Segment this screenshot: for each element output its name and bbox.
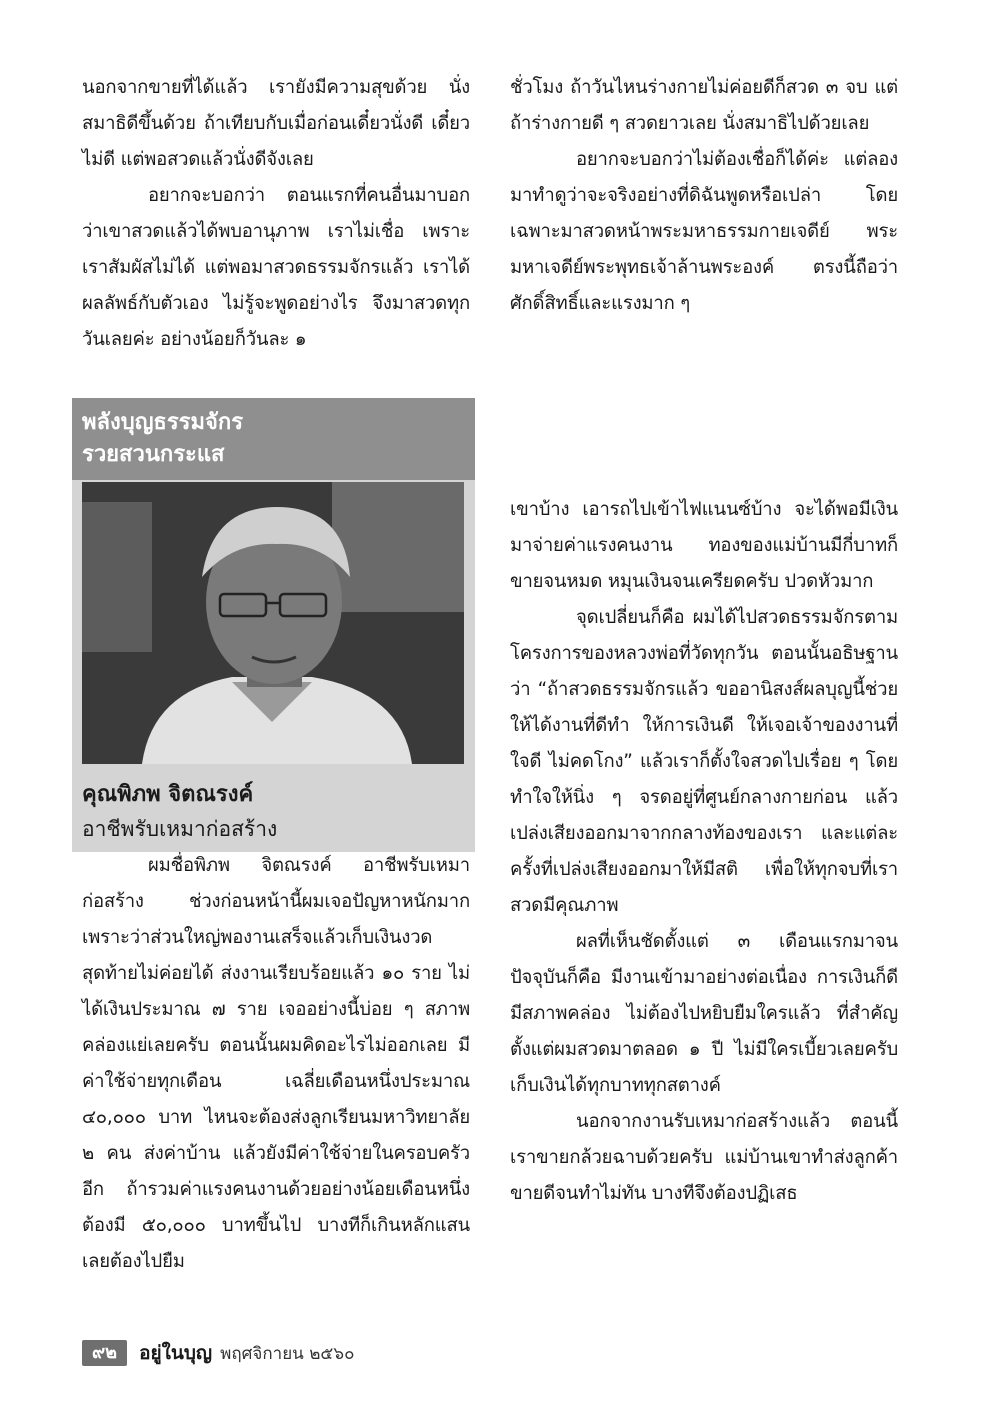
profile-box [72,398,475,852]
right-column-bottom [510,492,898,1212]
paragraph: ชั่วโมง ถ้าวันไหนร่างกายไม่ค่อยดีก็สวด ๓ จบ แต่ถ้าร่างกายดี ๆ สวดยาวเลย นั่งสมาธิไปด้วยเลย [510,77,898,134]
section-title-line-2: รวยสวนกระแส [82,442,225,467]
paragraph: อยากจะบอกว่า ตอนแรกที่คนอื่นมาบอกว่าเขาสวดแล้วได้พบอานุภาพ เราไม่เชื่อ เพราะเราสัมผัสไม่ได้ แต่พอมาสวดธรรมจักรแล้ว เราได้ผลลัพธ์กับตัวเอง ไม่รู้จะพูดอย่างไร จึงมาสวดทุกวันเลยค่ะ อย่างน้อยก็วันละ ๑ [82,185,470,350]
page-footer [82,1338,354,1368]
person-name: คุณพิภพ จิตณรงค์ [82,782,254,807]
left-column-top [82,70,470,358]
paragraph: จุดเปลี่ยนก็คือ ผมได้ไปสวดธรรมจักรตามโครงการของหลวงพ่อที่วัดทุกวัน ตอนนั้นอธิษฐานว่า “ถ้าสวดธรรมจักรแล้ว ขออานิสงส์ผลบุญนี้ช่วยให้ได้งานที่ดีทำ ให้การเงินดี ให้เจอเจ้าของงานที่ใจดี ไม่คดโกง” แล้วเราก็ตั้งใจสวดไปเรื่อย ๆ โดยทำใจให้นิ่ง ๆ จรดอยู่ที่ศูนย์กลางกายก่อน แล้วเปล่งเสียงออกมาจากกลางท้องของเรา และแต่ละครั้งที่เปล่งเสียงออกมาให้มีสติ เพื่อให้ทุกจบที่เราสวดมีคุณภาพ [510,607,898,916]
magazine-title: อยู่ในบุญ [139,1342,213,1364]
paragraph: เขาบ้าง เอารถไปเข้าไฟแนนซ์บ้าง จะได้พอมีเงินมาจ่ายค่าแรงคนงาน ทองของแม่บ้านมีกี่บาทก็ขายจนหมด หมุนเงินจนเครียดครับ ปวดหัวมาก [510,499,898,592]
paragraph: นอกจากขายที่ได้แล้ว เรายังมีความสุขด้วย นั่งสมาธิดีขึ้นด้วย ถ้าเทียบกับเมื่อก่อนเดี๋ยวนั่งดี เดี๋ยวไม่ดี แต่พอสวดแล้วนั่งดีจังเลย [82,77,470,170]
paragraph: อยากจะบอกว่าไม่ต้องเชื่อก็ได้ค่ะ แต่ลองมาทำดูว่าจะจริงอย่างที่ดิฉันพูดหรือเปล่า โดยเฉพาะมาสวดหน้าพระมหาธรรมกายเจดีย์ พระมหาเจดีย์พระพุทธเจ้าล้านพระองค์ ตรงนี้ถือว่าศักดิ์สิทธิ์และแรงมาก ๆ [510,149,898,314]
page-number: ๙๒ [82,1340,127,1366]
issue-date: พฤศจิกายน ๒๕๖๐ [220,1343,355,1364]
paragraph: นอกจากงานรับเหมาก่อสร้างแล้ว ตอนนี้เราขายกล้วยฉาบด้วยครับ แม่บ้านเขาทำส่งลูกค้า ขายดีจนทำไม่ทัน บางทีจึงต้องปฏิเสธ [510,1111,898,1204]
right-column-top [510,70,898,322]
section-title-line-1: พลังบุญธรรมจักร [82,410,244,435]
section-title [72,398,475,480]
person-occupation: อาชีพรับเหมาก่อสร้าง [82,817,278,841]
paragraph: ผลที่เห็นชัดตั้งแต่ ๓ เดือนแรกมาจนปัจจุบันก็คือ มีงานเข้ามาอย่างต่อเนื่อง การเงินก็ดี มีสภาพคล่อง ไม่ต้องไปหยิบยืมใครแล้ว ที่สำคัญตั้งแต่ผมสวดมาตลอด ๑ ปี ไม่มีใครเบี้ยวเลยครับ เก็บเงินได้ทุกบาททุกสตางค์ [510,931,898,1096]
paragraph: ผมชื่อพิภพ จิตณรงค์ อาชีพรับเหมาก่อสร้าง ช่วงก่อนหน้านี้ผมเจอปัญหาหนักมาก เพราะว่าส่วนใหญ่พองานเสร็จแล้วเก็บเงินงวดสุดท้ายไม่ค่อยได้ ส่งงานเรียบร้อยแล้ว ๑๐ ราย ไม่ได้เงินประมาณ ๗ ราย เจออย่างนี้บ่อย ๆ สภาพคล่องแย่เลยครับ ตอนนั้นผมคิดอะไรไม่ออกเลย มีค่าใช้จ่ายทุกเดือน เฉลี่ยเดือนหนึ่งประมาณ ๔๐,๐๐๐ บาท ไหนจะต้องส่งลูกเรียนมหาวิทยาลัย ๒ คน ส่งค่าบ้าน แล้วยังมีค่าใช้จ่ายในครอบครัวอีก ถ้ารวมค่าแรงคนงานด้วยอย่างน้อยเดือนหนึ่งต้องมี ๕๐,๐๐๐ บาทขึ้นไป บางทีก็เกินหลักแสน เลยต้องไปยืม [82,855,470,1272]
portrait-photo [82,482,464,764]
left-column-bottom [82,848,470,1280]
